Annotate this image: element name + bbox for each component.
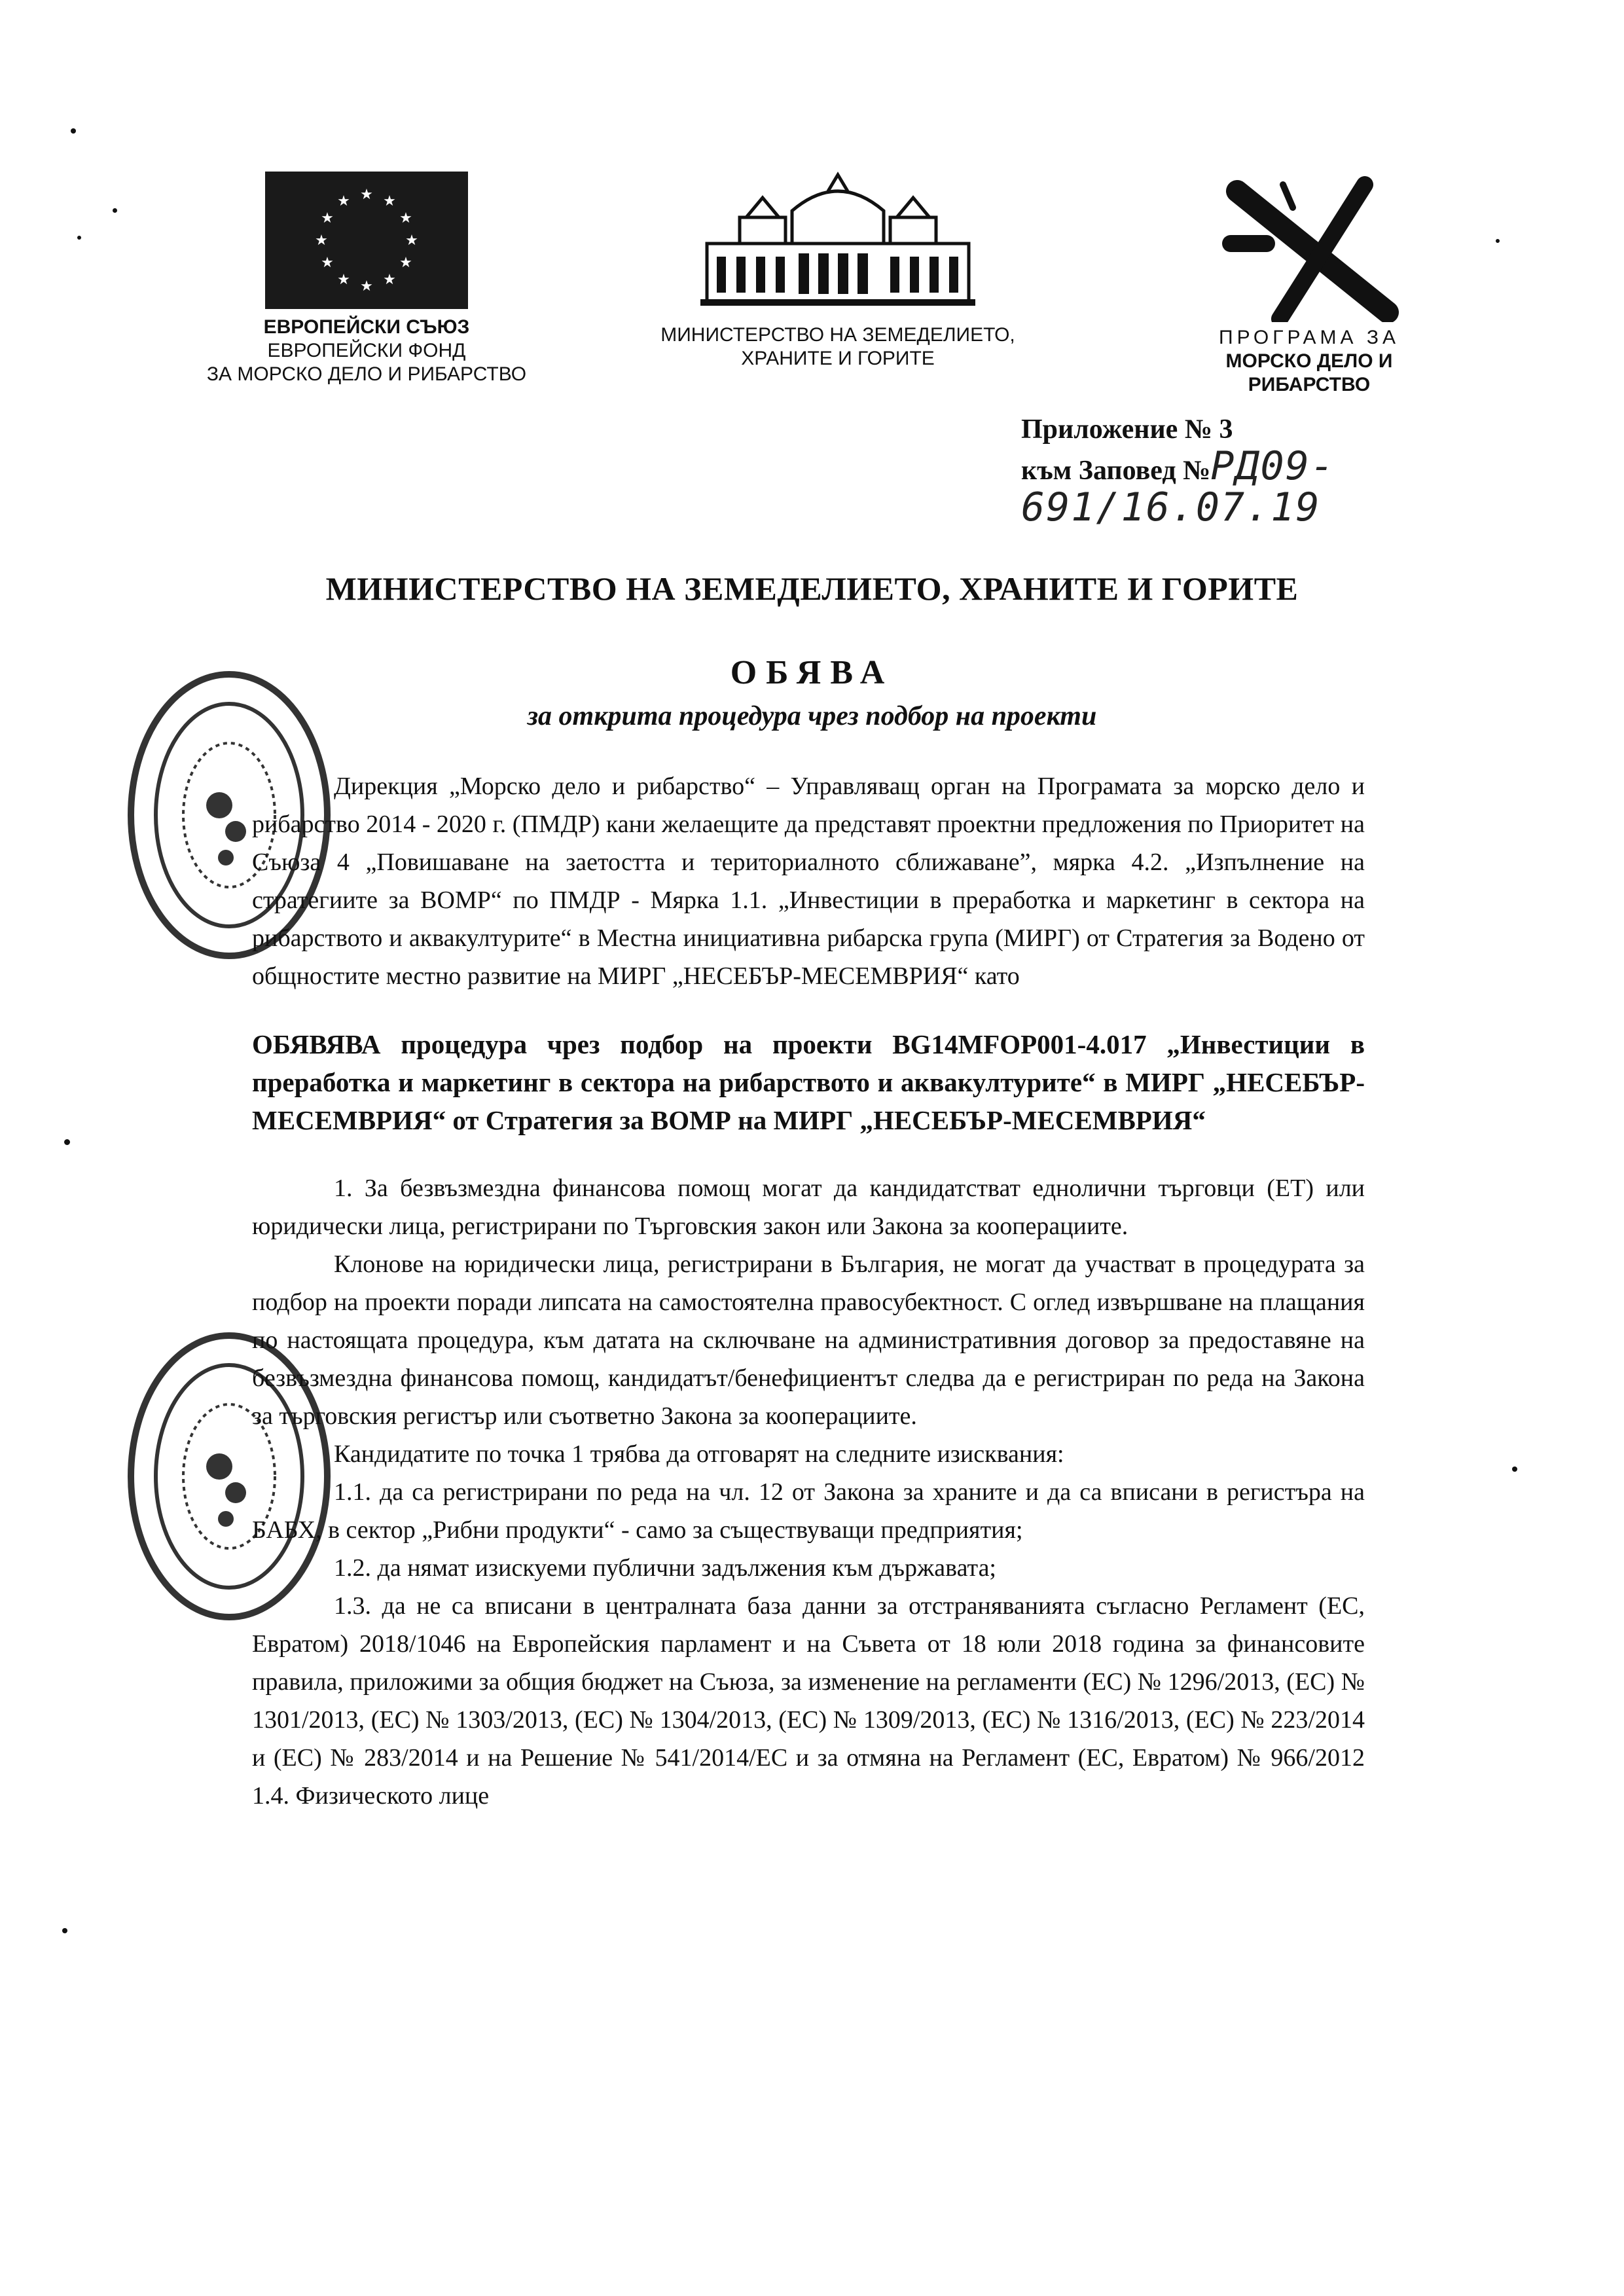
ministry-title: МИНИСТЕРСТВО НА ЗЕМЕДЕЛИЕТО, ХРАНИТЕ И ГОРИТЕ bbox=[325, 570, 1299, 607]
annex-reference bbox=[1021, 411, 1624, 530]
scan-speck bbox=[1496, 239, 1500, 243]
announcement-paragraph: ОБЯВЯВА процедура чрез подбор на проекти BG14MFOP001-4.017 „Инвестиции в преработка и маркетинг в сектора на рибарството и аквакултурите“ в МИРГ „НЕСЕБЪР-МЕСЕМВРИЯ“ от Стратегия за ВОМР на МИРГ „НЕСЕБЪР-МЕСЕМВРИЯ“ bbox=[252, 1029, 1365, 1135]
eu-caption-line1: ЕВРОПЕЙСКИ СЪЮЗ bbox=[263, 316, 470, 338]
svg-text:★: ★ bbox=[405, 232, 418, 249]
branches-paragraph: Клонове на юридически лица, регистрирани в България, не могат да участват в процедурата за подбор на проекти поради липсата на самостоятелна правосубектност. С оглед извършване на плащания по настоящата процедура, към датата на сключване на административния договор за предоставяне на безвъзмездна финансова помощ, кандидатът/бенефициентът следва да е регистриран по реда на Закона за търговския регистър или съответно Закона за кооперациите. bbox=[252, 1250, 1365, 1430]
scan-speck bbox=[113, 208, 117, 213]
program-caption-line1: ПРОГРАМА ЗА bbox=[1219, 327, 1399, 348]
annex-number: Приложение № 3 bbox=[1021, 414, 1233, 445]
eu-flag-icon bbox=[265, 172, 468, 309]
notice-subtitle: за открита процедура чрез подбор на проекти bbox=[527, 701, 1097, 731]
notice-body bbox=[252, 767, 1365, 1815]
requirement-1-1: 1.1. да са регистрирани по реда на чл. 12 от Закона за храните и да са вписани в регистъра на БАБХ, в сектор „Рибни продукти“ - само за съществуващи предприятия; bbox=[252, 1478, 1365, 1544]
eligibility-paragraph: 1. За безвъзмездна финансова помощ могат да кандидатстват еднолични търговци (ЕТ) или юридически лица, регистрирани по Търговския закон или Закона за кооперациите. bbox=[252, 1175, 1365, 1240]
ministry-logo bbox=[655, 172, 1021, 371]
requirement-1-2: 1.2. да нямат изискуеми публични задължения към държавата; bbox=[334, 1554, 996, 1582]
svg-text:★: ★ bbox=[337, 272, 350, 288]
svg-text:★: ★ bbox=[315, 232, 328, 249]
requirement-1-3: 1.3. да не са вписани в централната база данни за отстраняванията съгласно Регламент (ЕС, Евратом) 2018/1046 на Европейския парламент и на Съвета от 18 юли 2018 година за финансовите правила, приложими за общия бюджет на Съюза, за изменение на регламенти (ЕС) № 1296/2013, (ЕС) № 1301/2013, (ЕС) № 1303/2013, (ЕС) № 1304/2013, (ЕС) № 1309/2013, (ЕС) № 1316/2013, (ЕС) № 223/2014 и (ЕС) № 283/2014 и на Решение № 541/2014/ЕС и за отмяна на Регламент (ЕС, Евратом) № 966/2012 1.4. Физическото лице bbox=[252, 1592, 1365, 1810]
ministry-building-icon bbox=[694, 172, 982, 309]
eu-caption-line3: ЗА МОРСКО ДЕЛО И РИБАРСТВО bbox=[206, 363, 527, 385]
eu-logo bbox=[196, 172, 537, 386]
svg-text:★: ★ bbox=[337, 193, 350, 210]
ministry-caption-line1: МИНИСТЕРСТВО НА ЗЕМЕДЕЛИЕТО, bbox=[660, 324, 1015, 346]
scan-speck bbox=[1512, 1467, 1517, 1472]
program-caption-line2: МОРСКО ДЕЛО И bbox=[1225, 350, 1393, 372]
ministry-caption-line2: ХРАНИТЕ И ГОРИТЕ bbox=[741, 348, 935, 369]
scan-speck bbox=[77, 236, 81, 240]
notice-title: ОБЯВА bbox=[730, 654, 894, 691]
svg-text:★: ★ bbox=[360, 187, 373, 203]
scan-speck bbox=[62, 1928, 67, 1933]
order-number-handwritten: РД09-691/16.07.19 bbox=[1021, 443, 1335, 530]
svg-text:★: ★ bbox=[383, 272, 396, 288]
program-logo bbox=[1178, 172, 1440, 397]
intro-paragraph: Дирекция „Морско дело и рибарство“ – Управляващ орган на Програмата за морско дело и рибарство 2014 - 2020 г. (ПМДР) кани желаещите да представят проектни предложения по Приоритет на Съюза 4 „Повишаване на заетостта и териториалното сближаване”, мярка 4.2. „Изпълнение на стратегиите за ВОМР“ по ПМДР - Мярка 1.1. „Инвестиции в преработка и маркетинг в сектора на рибарството и аквакултурите“ в Местна инициативна рибарска група (МИРГ) от Стратегия за Водено от общностите местно развитие на МИРГ „НЕСЕБЪР-МЕСЕМВРИЯ“ като bbox=[252, 773, 1365, 990]
order-prefix: към Заповед № bbox=[1021, 456, 1211, 486]
svg-text:★: ★ bbox=[321, 210, 334, 227]
svg-text:★: ★ bbox=[399, 210, 412, 227]
scan-speck bbox=[64, 1139, 70, 1145]
program-x-mark-icon bbox=[1211, 172, 1407, 322]
eu-caption-line2: ЕВРОПЕЙСКИ ФОНД bbox=[267, 340, 466, 361]
program-caption-line3: РИБАРСТВО bbox=[1248, 374, 1371, 395]
scan-speck bbox=[71, 128, 76, 134]
order-reference bbox=[1021, 443, 1624, 530]
svg-text:★: ★ bbox=[321, 255, 334, 271]
svg-text:★: ★ bbox=[399, 255, 412, 271]
svg-text:★: ★ bbox=[360, 278, 373, 295]
svg-text:★: ★ bbox=[383, 193, 396, 210]
requirements-intro: Кандидатите по точка 1 трябва да отговарят на следните изисквания: bbox=[334, 1440, 1064, 1468]
